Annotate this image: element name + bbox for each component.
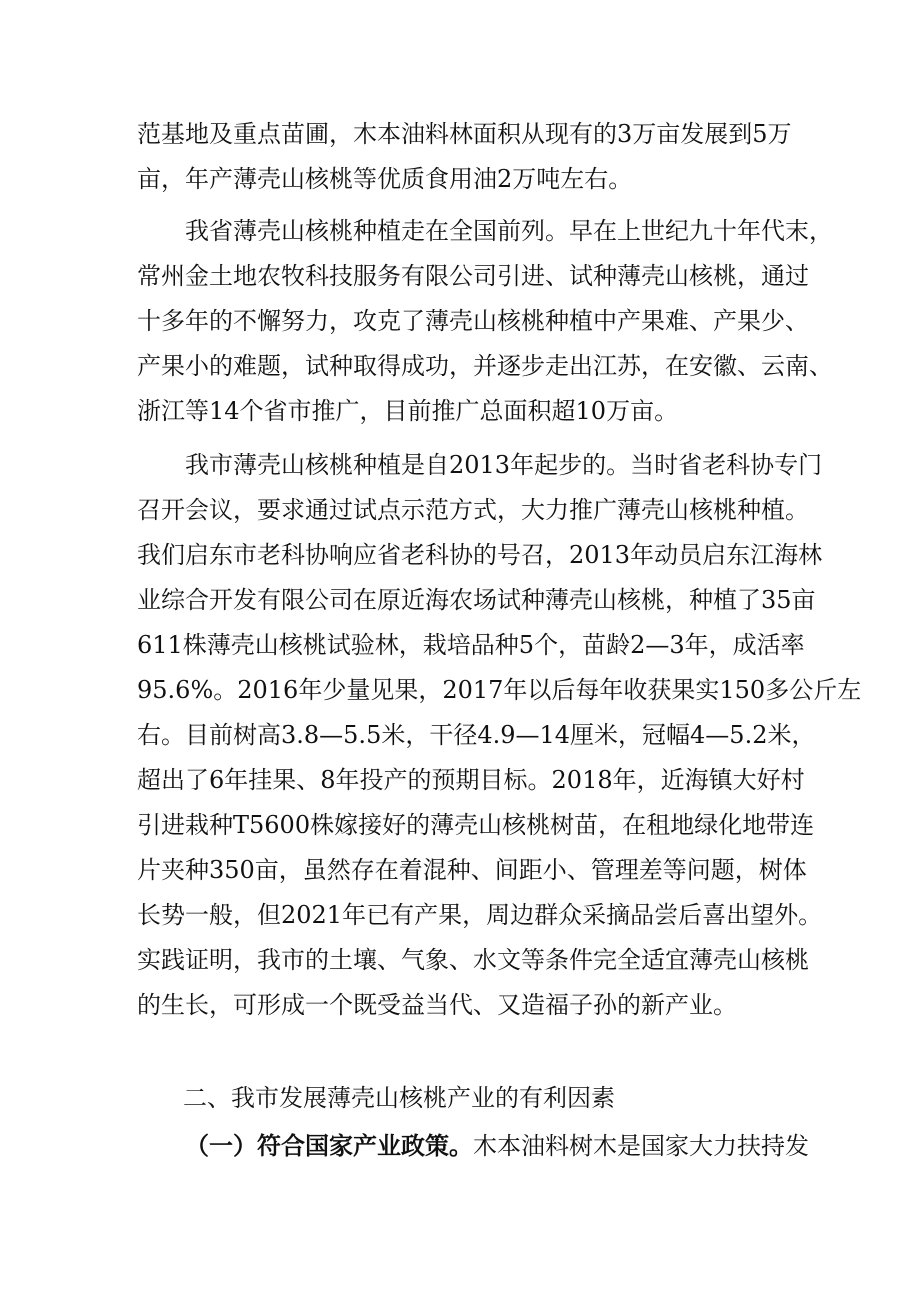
section-heading: 二、我市发展薄壳山核桃产业的有利因素 [183, 1084, 615, 1112]
paragraph-1 [137, 112, 807, 202]
paragraph-line: 常州金土地农牧科技服务有限公司引进、试种薄壳山核桃，通过 [137, 262, 809, 290]
paragraph-line: 业综合开发有限公司在原近海农场试种薄壳山核桃，种植了35亩 [137, 586, 816, 614]
paragraph-3 [137, 443, 862, 1028]
paragraph-line: 611株薄壳山核桃试验林，栽培品种5个，苗龄2—3年，成活率 [137, 631, 805, 659]
paragraph-line: 引进栽种T5600株嫁接好的薄壳山核桃树苗，在租地绿化地带连 [137, 811, 815, 839]
subsection-paragraph [185, 1126, 809, 1161]
paragraph-line: 我们启东市老科协响应省老科协的号召，2013年动员启东江海林 [137, 541, 823, 569]
paragraph-line: 长势一般，但2021年已有产果，周边群众采摘品尝后喜出望外。 [137, 901, 823, 929]
paragraph-line: 我省薄壳山核桃种植走在全国前列。早在上世纪九十年代末， [185, 217, 833, 245]
paragraph-line: 亩，年产薄壳山核桃等优质食用油2万吨左右。 [137, 165, 633, 193]
paragraph-2 [137, 209, 833, 434]
paragraph-line: 召开会议，要求通过试点示范方式，大力推广薄壳山核桃种植。 [137, 496, 809, 524]
paragraph-line: 十多年的不懈努力，攻克了薄壳山核桃种植中产果难、产果少、 [137, 307, 809, 335]
subsection-title: （一）符合国家产业政策。 [185, 1132, 473, 1160]
subsection-text: 木本油料树木是国家大力扶持发 [473, 1132, 809, 1160]
paragraph-line: 我市薄壳山核桃种植是自2013年起步的。当时省老科协专门 [185, 451, 823, 479]
paragraph-line: 浙江等14个省市推广，目前推广总面积超10万亩。 [137, 397, 679, 425]
paragraph-line: 超出了6年挂果、8年投产的预期目标。2018年，近海镇大好村 [137, 766, 805, 794]
paragraph-line: 产果小的难题，试种取得成功，并逐步走出江苏，在安徽、云南、 [137, 352, 833, 380]
paragraph-line: 的生长，可形成一个既受益当代、又造福子孙的新产业。 [137, 991, 737, 1019]
paragraph-line: 95.6%。2016年少量见果，2017年以后每年收获果实150多公斤左 [137, 676, 862, 704]
paragraph-line: 实践证明，我市的土壤、气象、水文等条件完全适宜薄壳山核桃 [137, 946, 809, 974]
paragraph-line: 片夹种350亩，虽然存在着混种、间距小、管理差等问题，树体 [137, 856, 807, 884]
paragraph-line: 范基地及重点苗圃，木本油料林面积从现有的3万亩发展到5万 [137, 120, 792, 148]
paragraph-line: 右。目前树高3.8—5.5米，干径4.9—14厘米，冠幅4—5.2米， [137, 721, 816, 749]
